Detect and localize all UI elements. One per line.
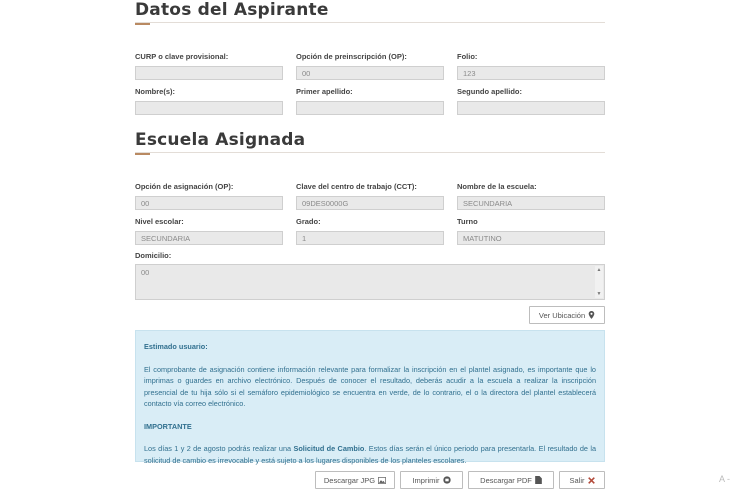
section-accent xyxy=(135,23,150,25)
op-asignacion-input[interactable]: 00 xyxy=(135,196,283,210)
descargar-pdf-label: Descargar PDF xyxy=(480,475,532,485)
turno-label: Turno xyxy=(457,217,478,226)
domicilio-textarea[interactable] xyxy=(135,264,605,300)
section-divider xyxy=(135,22,605,23)
primer-apellido-field xyxy=(296,87,444,115)
domicilio-label: Domicilio: xyxy=(135,251,172,260)
info-p2-text-b: . Estos días serán el único periodo para presentarla. El resultado de la solicitud de cambio es irrevocable y está sujeto a los lugares disponibles de los planteles escolares. xyxy=(144,444,596,465)
nombre-escuela-input[interactable]: SECUNDARIA xyxy=(457,196,605,210)
descargar-jpg-label: Descargar JPG xyxy=(323,475,376,485)
section-accent xyxy=(135,153,150,155)
info-p2-text-a: Los días 1 y 2 de agosto podrás realizar una xyxy=(144,444,294,453)
section-title-escuela: Escuela Asignada xyxy=(135,130,306,150)
primer-apellido-input[interactable] xyxy=(296,101,444,115)
domicilio-field xyxy=(135,251,605,300)
turno-input[interactable]: MATUTINO xyxy=(457,231,605,245)
section-title-aspirante: Datos del Aspirante xyxy=(135,0,329,20)
folio-field xyxy=(457,52,605,80)
curp-label: CURP o clave provisional: xyxy=(135,52,229,61)
scroll-down-icon[interactable]: ▼ xyxy=(596,291,602,297)
folio-input[interactable]: 123 xyxy=(457,66,605,80)
grado-field xyxy=(296,217,444,245)
nombre-field xyxy=(135,87,283,115)
image-icon xyxy=(378,477,386,484)
cct-field xyxy=(296,182,444,210)
aspirante-row-2 xyxy=(135,87,605,115)
nombre-label: Nombre(s): xyxy=(135,87,176,96)
aspirante-row-1 xyxy=(135,52,605,80)
op-preinscripcion-label: Opción de preinscripción (OP): xyxy=(296,52,407,61)
op-asignacion-label: Opción de asignación (OP): xyxy=(135,182,234,191)
imprimir-button[interactable] xyxy=(400,471,463,489)
curp-input[interactable] xyxy=(135,66,283,80)
file-icon xyxy=(535,476,542,484)
info-alert xyxy=(135,330,605,465)
map-marker-icon xyxy=(588,311,595,319)
op-preinscripcion-field xyxy=(296,52,444,80)
grado-input[interactable]: 1 xyxy=(296,231,444,245)
section-aspirante-header xyxy=(135,0,605,23)
escuela-row-2 xyxy=(135,217,605,245)
scroll-up-icon[interactable]: ▲ xyxy=(596,267,602,273)
salir-button[interactable] xyxy=(559,471,605,489)
cct-label: Clave del centro de trabajo (CCT): xyxy=(296,182,417,191)
turno-field xyxy=(457,217,605,245)
section-divider xyxy=(135,152,605,153)
textarea-scrollbar[interactable] xyxy=(595,266,603,298)
print-icon xyxy=(443,476,451,484)
descargar-jpg-button[interactable] xyxy=(315,471,395,489)
nombre-input[interactable] xyxy=(135,101,283,115)
cct-input[interactable]: 09DES0000G xyxy=(296,196,444,210)
section-escuela-header xyxy=(135,130,605,153)
nivel-input[interactable]: SECUNDARIA xyxy=(135,231,283,245)
escuela-row-1 xyxy=(135,182,605,210)
folio-label: Folio: xyxy=(457,52,478,61)
segundo-apellido-label: Segundo apellido: xyxy=(457,87,522,96)
nombre-escuela-field xyxy=(457,182,605,210)
info-paragraph-2 xyxy=(144,443,596,466)
info-heading: Estimado usuario: xyxy=(144,342,208,351)
info-p2-bold: Solicitud de Cambio xyxy=(293,444,365,453)
info-paragraph-1: El comprobante de asignación contiene información relevante para formalizar la inscripción en el plantel asignado, es importante que lo imprimas o guardes en archivo electrónico. Después de conocer el resultado, deberás acudir a la escuela a realizar la inscripción presencial de tu hija sólo si el semáforo epidemiológico se encuentra en verde, de lo contrario, el o la directora del plantel establecerá contacto vía correo electrónico. xyxy=(144,364,596,408)
nivel-field xyxy=(135,217,283,245)
primer-apellido-label: Primer apellido: xyxy=(296,87,353,96)
nombre-escuela-label: Nombre de la escuela: xyxy=(457,182,537,191)
segundo-apellido-field xyxy=(457,87,605,115)
domicilio-value: 00 xyxy=(141,268,150,277)
op-preinscripcion-input[interactable]: 00 xyxy=(296,66,444,80)
font-size-control[interactable]: A - xyxy=(718,474,730,484)
op-asignacion-field xyxy=(135,182,283,210)
nivel-label: Nivel escolar: xyxy=(135,217,184,226)
ver-ubicacion-label: Ver Ubicación xyxy=(538,310,586,320)
curp-field xyxy=(135,52,283,80)
close-icon xyxy=(588,477,595,484)
info-important: IMPORTANTE xyxy=(144,421,192,431)
grado-label: Grado: xyxy=(296,217,321,226)
salir-label: Salir xyxy=(569,475,585,485)
descargar-pdf-button[interactable] xyxy=(468,471,554,489)
imprimir-label: Imprimir xyxy=(412,475,440,485)
segundo-apellido-input[interactable] xyxy=(457,101,605,115)
ver-ubicacion-button[interactable] xyxy=(529,306,605,324)
